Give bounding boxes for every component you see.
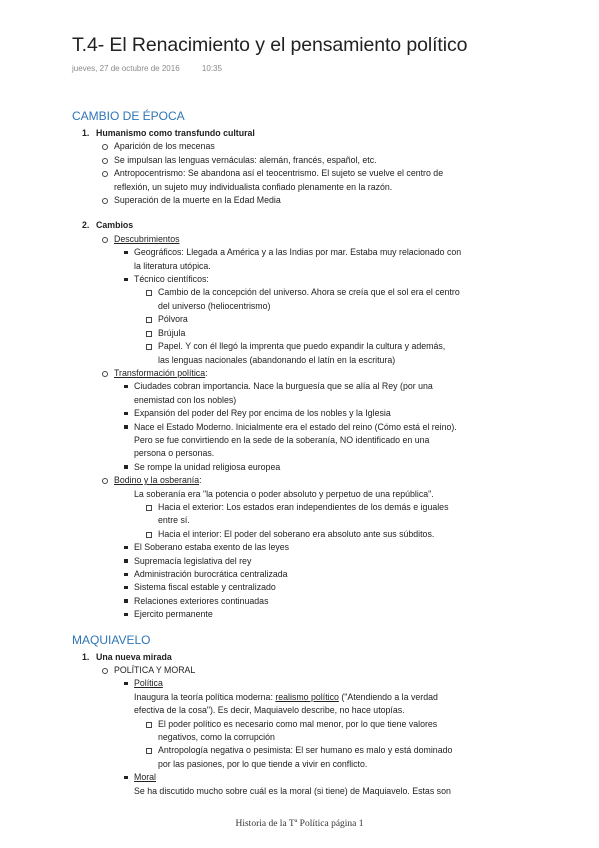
bullet-hollow-square-icon <box>146 722 152 728</box>
list-item <box>72 313 552 326</box>
list-item-text: del universo (heliocentrismo) <box>158 300 271 311</box>
list-item-text: Pólvora <box>158 314 188 325</box>
bullet-hollow-square-icon <box>146 532 152 538</box>
list-item-text: las lenguas nacionales (abandonando el latín en la escritura) <box>158 354 396 365</box>
colon: : <box>205 367 208 378</box>
list-item <box>72 568 552 581</box>
note-meta <box>72 64 222 73</box>
bullet-hollow-square-icon <box>146 505 152 511</box>
list-item <box>72 246 552 273</box>
list-item <box>72 140 552 153</box>
list-item-text: Nace el Estado Moderno. Inicialmente era el estado del reino (Cómo está el reino). <box>134 421 457 432</box>
bullet-hollow-square-icon <box>146 331 152 337</box>
bullet-hollow-square-icon <box>146 317 152 323</box>
list-item-text: persona o personas. <box>134 448 215 459</box>
list-item <box>72 528 552 541</box>
list-number: 1. <box>82 651 90 662</box>
list-item-text: Geográficos: Llegada a América y a las Indias por mar. Estaba muy relacionado con <box>134 247 462 258</box>
list-number: 1. <box>82 128 90 138</box>
list-item-text: POLÍTICA Y MORAL <box>114 665 196 676</box>
list-item-text: Antropocentrismo: Se abandona así el teocentrismo. El sujeto se vuelve el centro de <box>114 168 444 179</box>
bullet-square-icon <box>124 682 128 686</box>
bullet-hollow-square-icon <box>146 748 152 754</box>
bullet-circle-icon <box>102 478 108 484</box>
bullet-circle-icon <box>102 198 108 204</box>
list-number: 2. <box>82 220 90 231</box>
bullet-circle-icon <box>102 371 108 377</box>
list-item <box>72 501 552 528</box>
section-heading-maquiavelo: MAQUIAVELO <box>72 632 151 647</box>
list-item <box>72 407 552 420</box>
list-item-text: Sistema fiscal estable y centralizado <box>134 582 276 593</box>
list-item-text: entre sí. <box>158 515 190 526</box>
list-item-text: enemistad con los nobles) <box>134 394 237 405</box>
list-item <box>72 461 552 474</box>
list-item <box>72 664 552 677</box>
list-item <box>72 595 552 608</box>
list-item-text: El Soberano estaba exento de las leyes <box>134 542 290 553</box>
subheading-descubrimientos: Descubrimientos <box>114 233 180 244</box>
list-item-text: Antropología negativa o pesimista: El ser humano es malo y está dominado <box>158 745 453 756</box>
bullet-square-icon <box>124 586 128 590</box>
bullet-square-icon <box>124 573 128 577</box>
list-item-text: Hacia el exterior: Los estados eran independientes de los demás e iguales <box>158 501 449 512</box>
subheading-moral: Moral <box>134 772 156 783</box>
list-item-text: Superación de la muerte en la Edad Media <box>114 195 281 206</box>
bullet-square-icon <box>124 613 128 617</box>
subheading-transformacion-politica: Transformación política <box>114 367 206 378</box>
colon: : <box>199 475 202 486</box>
list-item <box>72 340 552 367</box>
bullet-circle-icon <box>102 237 108 243</box>
list-item-text: Se impulsan las lenguas vernáculas: alemán, francés, español, etc. <box>114 154 377 165</box>
text-run: efectiva de la cosa"). Es decir, Maquiavelo describe, no hace utopías. <box>134 705 405 716</box>
bullet-hollow-square-icon <box>146 290 152 296</box>
note-body <box>72 108 552 798</box>
list-item-text: Ciudades cobran importancia. Nace la burguesía que se alía al Rey (por una <box>134 381 433 392</box>
list-item <box>72 541 552 554</box>
paragraph: Se ha discutido mucho sobre cuál es la moral (si tiene) de Maquiavelo. Estas son <box>134 785 451 796</box>
note-date: jueves, 27 de octubre de 2016 <box>72 64 180 73</box>
list-item <box>72 273 552 286</box>
paragraph: La soberanía era "la potencia o poder absoluto y perpetuo de una república". <box>134 488 434 499</box>
list-item <box>72 771 552 784</box>
list-item-text: Ejercito permanente <box>134 609 213 620</box>
bullet-square-icon <box>124 251 128 255</box>
list-item <box>72 367 552 380</box>
list-item-text: Supremacía legislativa del rey <box>134 555 252 566</box>
list-item-title: Humanismo como transfundo cultural <box>96 128 255 138</box>
subheading-bodino: Bodino y la osberanía <box>114 475 200 486</box>
list-item <box>72 286 552 313</box>
list-item-text: reflexión, un sujeto muy individualista confiado plenamente en la razón. <box>114 181 393 192</box>
list-item <box>72 718 552 745</box>
list-item <box>72 327 552 340</box>
list-item-text: Papel. Y con él llegó la imprenta que puedo expandir la cultura y además, <box>158 341 446 352</box>
list-item <box>72 380 552 407</box>
bullet-square-icon <box>124 599 128 603</box>
list-item-text: Se rompe la unidad religiosa europea <box>134 461 281 472</box>
list-item <box>72 167 552 194</box>
list-item-text: por las pasiones, por lo que tiende a vivir en conflicto. <box>158 758 368 769</box>
list-item-text: El poder político es necesario como mal menor, por lo que tiene valores <box>158 718 438 729</box>
list-item-text: Relaciones exteriores continuadas <box>134 595 269 606</box>
note-time: 10:35 <box>201 64 222 73</box>
list-item-text: Pero se fue convirtiendo en la sede de la soberanía, NO identificado en una <box>134 434 430 445</box>
list-item-text: negativos, como la corrupción <box>158 732 275 743</box>
list-item <box>72 154 552 167</box>
list-item-text: Cambio de la concepción del universo. Ahora se creía que el sol era el centro <box>158 287 460 298</box>
page-footer: Historia de la Tª Política página 1 <box>235 819 364 829</box>
list-item <box>72 474 552 487</box>
text-run: ("Atendiendo a la verdad <box>338 691 438 702</box>
bullet-circle-icon <box>102 171 108 177</box>
bullet-circle-icon <box>102 144 108 150</box>
list-item-text: Hacia el interior: El poder del soberano era absoluto ante sus súbditos. <box>158 528 435 539</box>
bullet-square-icon <box>124 546 128 550</box>
bullet-square-icon <box>124 559 128 563</box>
subheading-politica: Política <box>134 678 163 689</box>
list-item <box>72 677 552 690</box>
list-item-text: la literatura utópica. <box>134 260 211 271</box>
list-item-title: Cambios <box>96 220 134 231</box>
page-title: T.4- El Renacimiento y el pensamiento político <box>72 34 468 56</box>
bullet-circle-icon <box>102 668 108 674</box>
list-item-title: Una nueva mirada <box>96 651 172 662</box>
list-item <box>72 421 552 461</box>
bullet-square-icon <box>124 776 128 780</box>
list-item <box>72 233 552 246</box>
text-run: Inaugura la teoría política moderna: <box>134 691 276 702</box>
list-item-text: Aparición de los mecenas <box>114 141 215 152</box>
bullet-hollow-square-icon <box>146 344 152 350</box>
paragraph <box>72 691 552 718</box>
list-item <box>72 194 552 207</box>
list-item <box>72 555 552 568</box>
list-item-text: Administración burocrática centralizada <box>134 569 288 579</box>
list-item-text: Brújula <box>158 327 186 338</box>
bullet-square-icon <box>124 385 128 389</box>
list-item <box>72 127 552 140</box>
bullet-square-icon <box>124 412 128 416</box>
list-item <box>72 608 552 621</box>
bullet-circle-icon <box>102 158 108 164</box>
bullet-square-icon <box>124 278 128 282</box>
text-run-underlined: realismo político <box>275 691 339 702</box>
list-item <box>72 219 552 232</box>
list-item <box>72 651 552 664</box>
bullet-square-icon <box>124 425 128 429</box>
list-item <box>72 581 552 594</box>
list-item <box>72 744 552 771</box>
section-heading-cambio-de-epoca: CAMBIO DE ÉPOCA <box>72 109 185 123</box>
list-item-text: Técnico científicos: <box>134 274 209 285</box>
bullet-square-icon <box>124 465 128 469</box>
list-item-text: Expansión del poder del Rey por encima de los nobles y la Iglesia <box>134 408 391 419</box>
